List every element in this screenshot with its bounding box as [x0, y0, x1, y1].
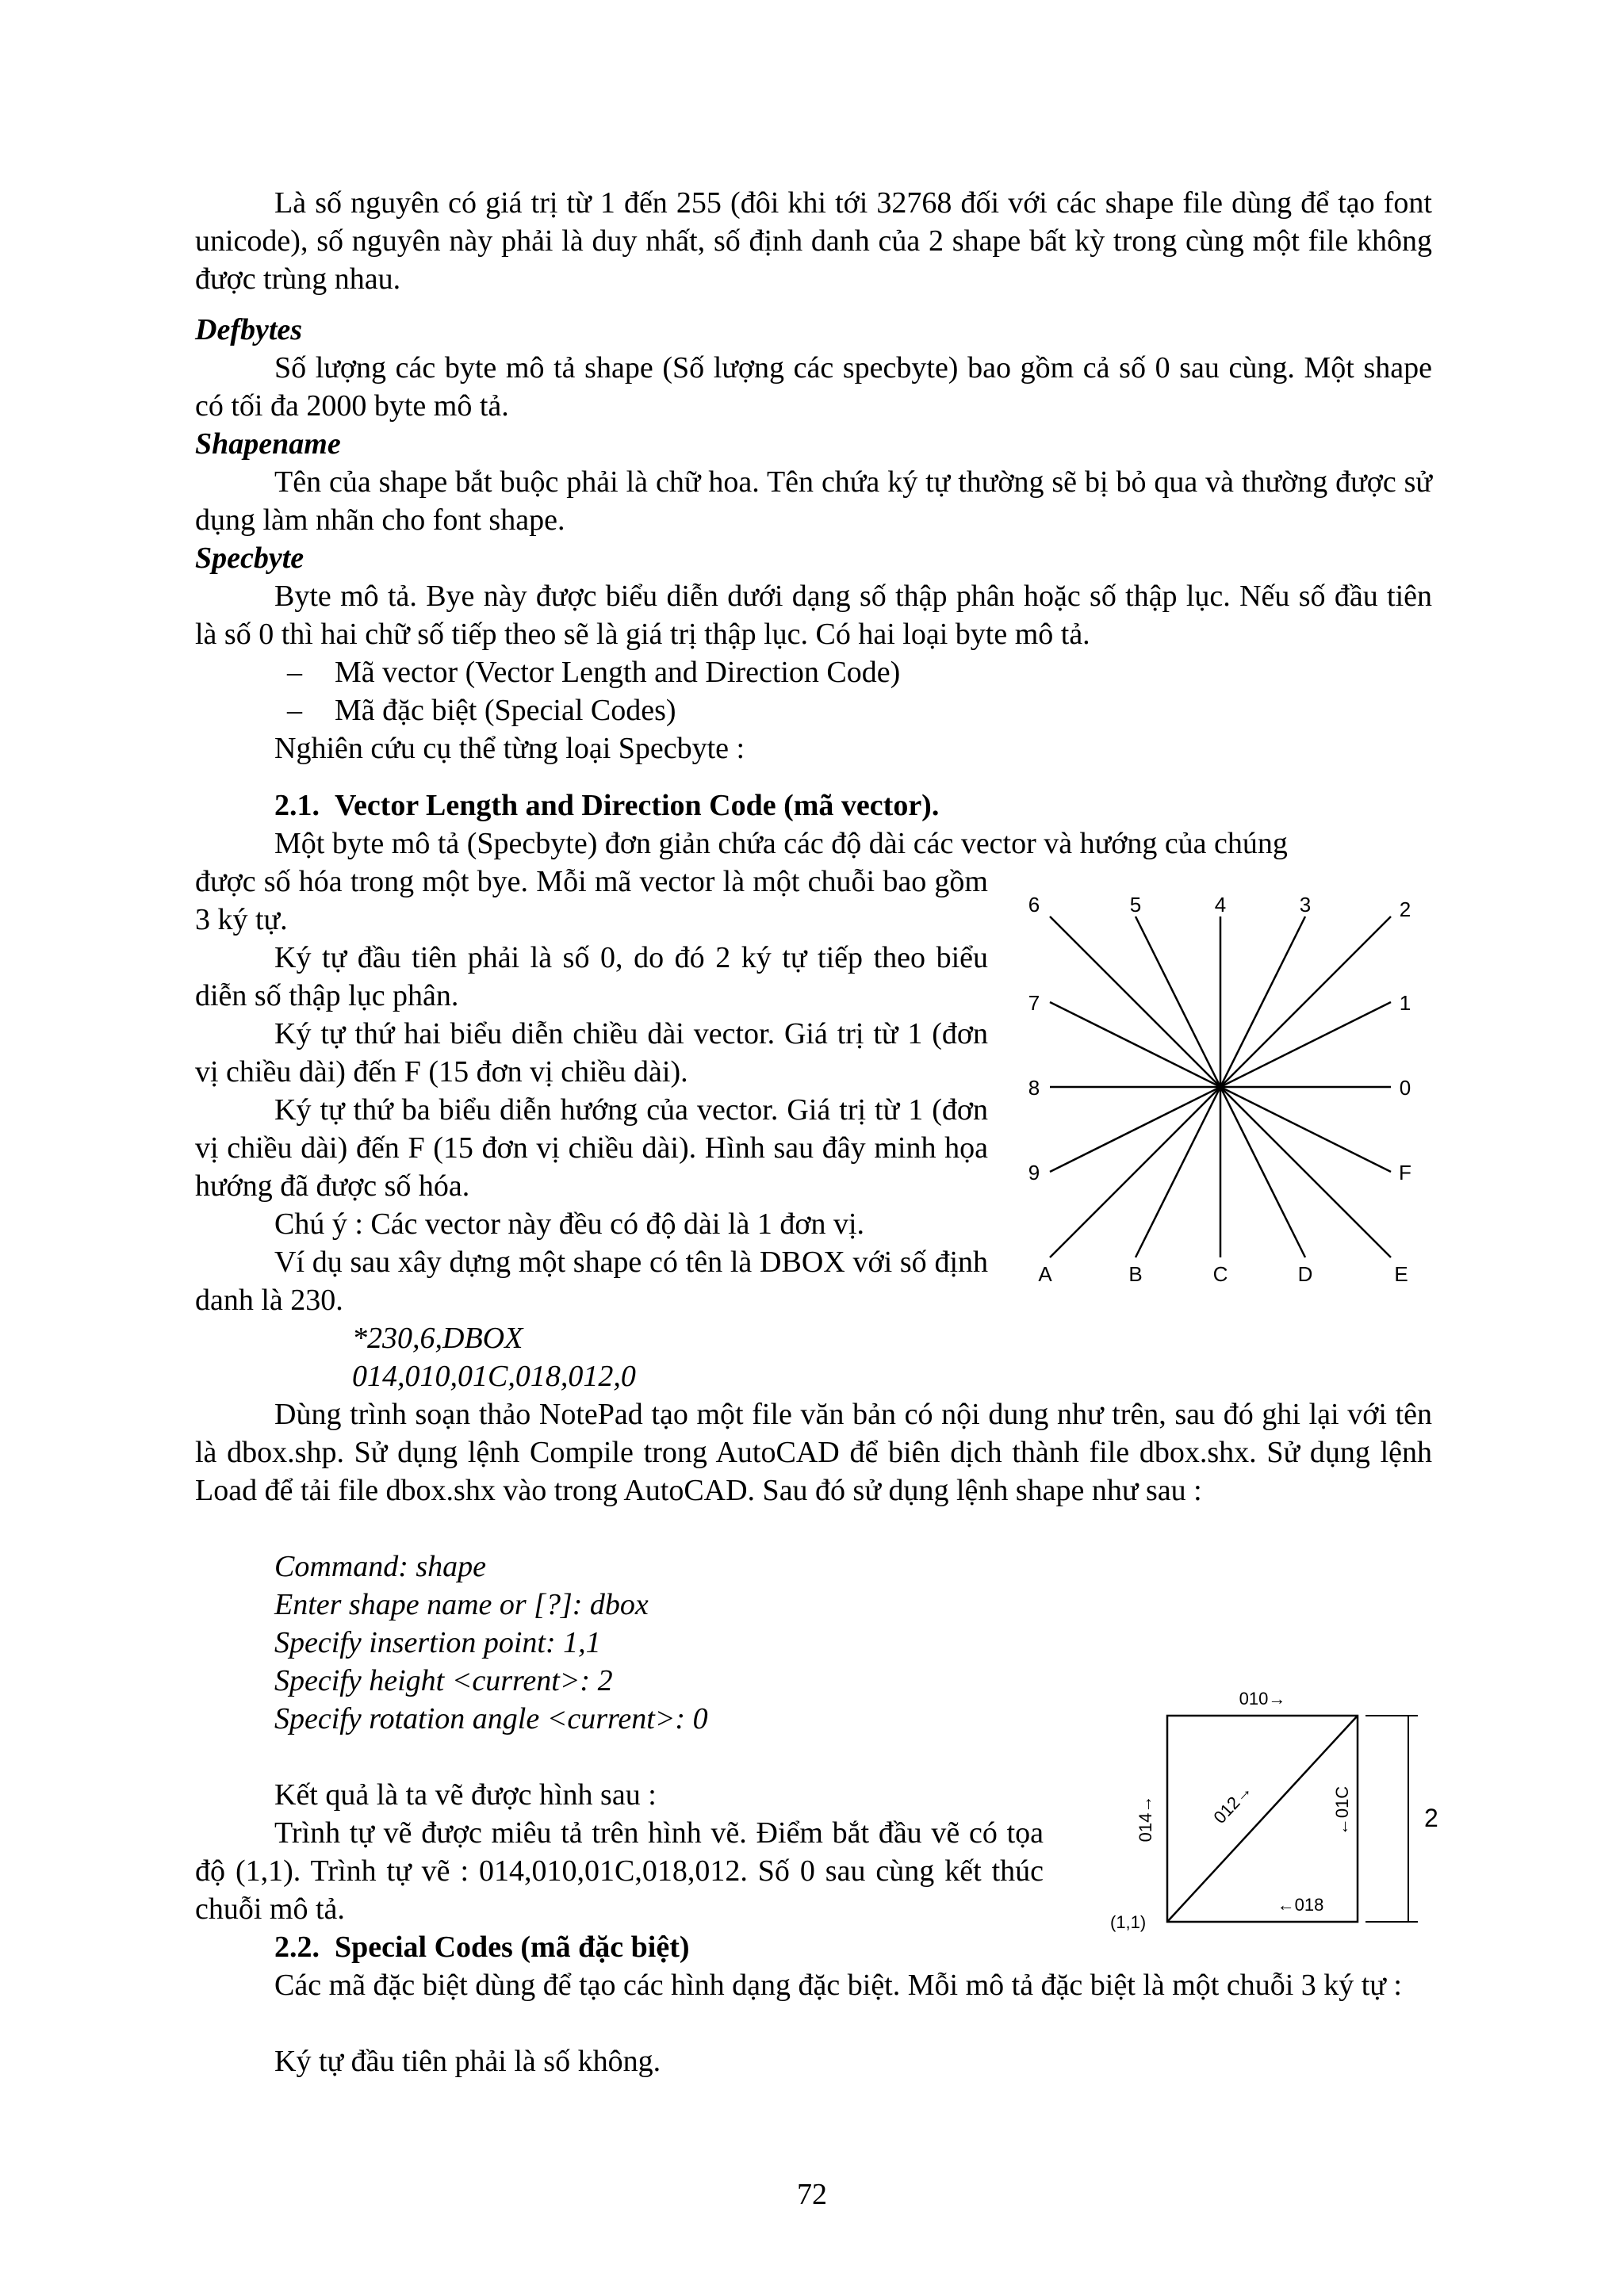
paragraph-21f: Ví dụ sau xây dựng một shape có tên là DBOX với số định danh là 230.	[195, 1246, 988, 1317]
direction-label-1: 1	[1399, 991, 1411, 1015]
direction-code-figure	[1007, 880, 1427, 1300]
paragraph-22a: Các mã đặc biệt dùng để tạo các hình dạng đặc biệt. Mỗi mô tả đặc biệt là một chuỗi 3 ký tự :	[274, 1969, 1402, 2002]
section-title: Vector Length and Direction Code (mã vector).	[335, 789, 940, 822]
direction-label-f: F	[1399, 1161, 1411, 1184]
bullet-special-code	[287, 691, 676, 729]
command-line-2: Enter shape name or [?]: dbox	[274, 1588, 649, 1621]
command-line-5: Specify rotation angle <current>: 0	[274, 1702, 708, 1735]
label-origin: (1,1)	[1110, 1912, 1147, 1932]
direction-label-e: E	[1394, 1262, 1408, 1286]
paragraph-research: Nghiên cứu cụ thể từng loại Specbyte :	[274, 732, 745, 765]
dbox-dimension	[1365, 1716, 1418, 1922]
direction-label-c: C	[1212, 1262, 1228, 1286]
command-line-1: Command: shape	[274, 1550, 487, 1583]
paragraph-intro: Là số nguyên có giá trị từ 1 đến 255 (đôi khi tới 32768 đối với các shape file dùng để tạo font unicode), số nguyên này phải là duy nhất, số định danh của 2 shape bất kỳ trong cùng một file không được trùng nhau.	[195, 186, 1432, 296]
bullet-vector-code	[287, 653, 900, 691]
paragraph-result: Kết quả là ta vẽ được hình sau :	[274, 1778, 657, 1812]
direction-label-9: 9	[1028, 1161, 1040, 1184]
label-01c: ←01C	[1332, 1785, 1352, 1836]
section-2-1-heading	[274, 786, 939, 825]
label-018: ←018	[1277, 1895, 1324, 1915]
paragraph-notepad: Dùng trình soạn thảo NotePad tạo một file văn bản có nội dung như trên, sau đó ghi lại với tên là dbox.shp. Sử dụng lệnh Compile trong AutoCAD để biên dịch thành file dbox.shx. Sử dụng lệnh Load để tải file dbox.shx vào trong AutoCAD. Sau đó sử dụng lệnh shape như sau :	[195, 1398, 1432, 1507]
paragraph-21e: Chú ý : Các vector này đều có độ dài là 1 đơn vị.	[274, 1207, 865, 1241]
direction-label-6: 6	[1028, 893, 1040, 916]
dbox-figure	[1110, 1681, 1443, 1942]
paragraph-specbyte: Byte mô tả. Bye này được biểu diễn dưới dạng số thập phân hoặc số thập lục. Nếu số đầu tiên là số 0 thì hai chữ số tiếp theo sẽ là giá trị thập lục. Có hai loại byte mô tả.	[195, 580, 1432, 651]
direction-label-2: 2	[1399, 897, 1411, 921]
paragraph-22b: Ký tự đầu tiên phải là số không.	[274, 2045, 661, 2078]
heading-defbytes: Defbytes	[195, 313, 303, 346]
heading-specbyte: Specbyte	[195, 541, 304, 575]
paragraph-21d: Ký tự thứ ba biểu diễn hướng của vector. Giá trị từ 1 (đơn vị chiều dài) đến F (15 đơn vị chiều dài). Hình sau đây minh họa hướng đã được số hóa.	[195, 1093, 988, 1203]
section-number: 2.1.	[274, 789, 320, 822]
direction-label-4: 4	[1214, 893, 1227, 916]
direction-label-d: D	[1297, 1262, 1313, 1286]
code-line-2: 014,010,01C,018,012,0	[352, 1360, 636, 1393]
command-line-4: Specify height <current>: 2	[274, 1664, 613, 1697]
section-2-2-heading	[274, 1928, 690, 1966]
section-title: Special Codes (mã đặc biệt)	[335, 1931, 690, 1964]
paragraph-shapename: Tên của shape bắt buộc phải là chữ hoa. Tên chứa ký tự thường sẽ bị bỏ qua và thường được sử dụng làm nhãn cho font shape.	[195, 465, 1432, 537]
paragraph-21b: Ký tự đầu tiên phải là số 0, do đó 2 ký tự tiếp theo biểu diễn số thập lục phân.	[195, 941, 988, 1012]
bullet-dash: –	[287, 656, 302, 689]
direction-label-b: B	[1128, 1262, 1143, 1286]
label-010: 010→	[1239, 1689, 1286, 1709]
label-014: 014→	[1136, 1795, 1155, 1843]
code-line-1: *230,6,DBOX	[352, 1322, 523, 1355]
direction-label-3: 3	[1299, 893, 1312, 916]
bullet-text: Mã đặc biệt (Special Codes)	[335, 694, 676, 727]
direction-label-5: 5	[1129, 893, 1142, 916]
paragraph-sequence: Trình tự vẽ được miêu tả trên hình vẽ. Điểm bắt đầu vẽ có tọa độ (1,1). Trình tự vẽ : 014,010,01C,018,012. Số 0 sau cùng kết thúc chuỗi mô tả.	[195, 1816, 1044, 1926]
bullet-text: Mã vector (Vector Length and Direction Code)	[335, 656, 901, 689]
heading-shapename: Shapename	[195, 427, 341, 461]
paragraph-defbytes: Số lượng các byte mô tả shape (Số lượng các specbyte) bao gồm cả số 0 sau cùng. Một shape có tối đa 2000 byte mô tả.	[195, 351, 1432, 423]
command-line-3: Specify insertion point: 1,1	[274, 1626, 601, 1659]
dbox-labels	[1110, 1689, 1438, 1932]
bullet-dash: –	[287, 694, 302, 727]
label-012: 012→	[1209, 1779, 1256, 1827]
paragraph-21a-rest: được số hóa trong một bye. Mỗi mã vector là một chuỗi bao gồm 3 ký tự.	[195, 865, 988, 936]
paragraph-21a-line1: Một byte mô tả (Specbyte) đơn giản chứa các độ dài các vector và hướng của chúng	[274, 827, 1288, 860]
dbox-diagonal	[1167, 1716, 1358, 1922]
direction-label-8: 8	[1028, 1076, 1040, 1100]
paragraph-21c: Ký tự thứ hai biểu diễn chiều dài vector. Giá trị từ 1 (đơn vị chiều dài) đến F (15 đơn vị chiều dài).	[195, 1017, 988, 1089]
direction-rays	[1050, 916, 1391, 1257]
direction-label-0: 0	[1399, 1076, 1411, 1100]
direction-label-7: 7	[1028, 991, 1040, 1015]
section-number: 2.2.	[274, 1931, 320, 1964]
direction-label-a: A	[1038, 1262, 1052, 1286]
page-number: 72	[797, 2178, 827, 2211]
label-height: 2	[1424, 1804, 1438, 1832]
